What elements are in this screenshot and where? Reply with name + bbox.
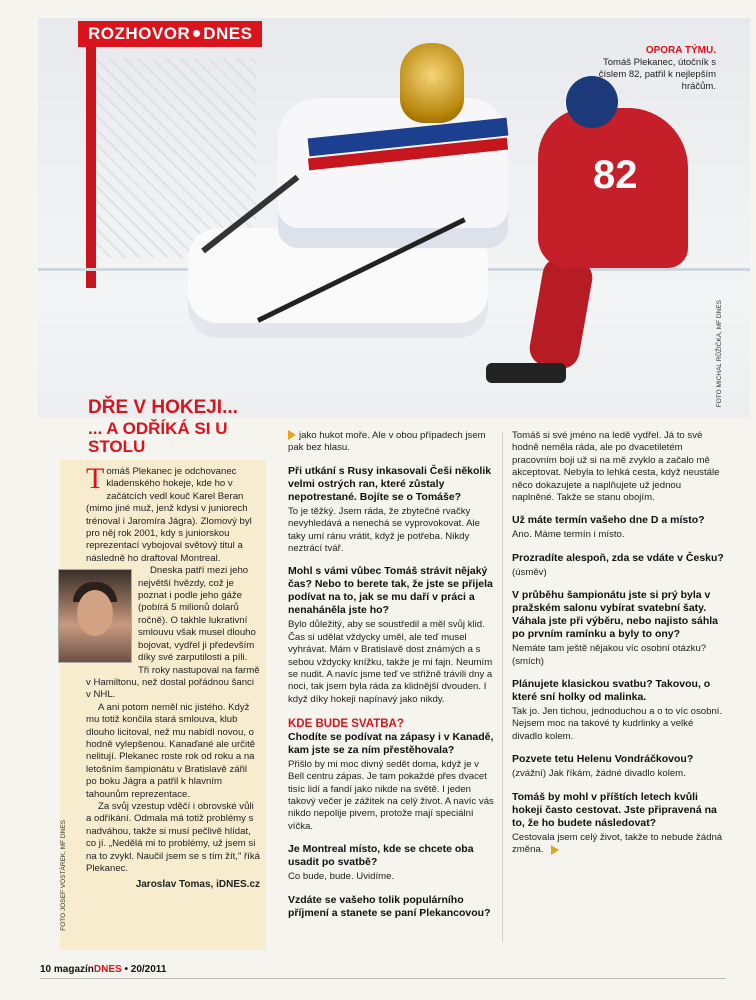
- end-marker-icon: [551, 845, 559, 855]
- answer: Co bude, bude. Uvidíme.: [288, 871, 395, 883]
- question: Chodíte se podívat na zápasy i v Kanadě, kam jste se za ním přestěhovala?: [288, 730, 494, 756]
- player-leg: [527, 254, 595, 371]
- photo-credit: FOTO MICHAL RŮŽIČKA, MF DNES: [716, 300, 723, 408]
- portrait-photo: [58, 569, 132, 663]
- caption-body: Tomáš Plekanec, útočník s číslem 82, patřil k nejlepším hráčům.: [598, 57, 716, 92]
- lead-text: jako hukot moře. Ale v obou případech jsem pak bez hlasu.: [288, 430, 486, 454]
- section-tag: [78, 21, 262, 47]
- paragraph: Tomáš Plekanec je odchovanec kladenského hokeje, kde ho v začátcích vedl kouč Karel Beran (mimo jiné muž, jenž kdysi v juniorech trénoval i Jaromíra Jágra). Zlomový byl pro něj rok 2001, kdy s juniorskou reprezentací vybojoval světový titul a následně ho draftoval Montreal.: [86, 462, 252, 564]
- brand-name: DNES: [93, 964, 122, 975]
- question: Tomáš by mohl v příštích letech kvůli hokeji často cestovat. Jste připravená na to, že ho budete následovat?: [512, 790, 717, 829]
- answer: (úsměv): [512, 566, 547, 578]
- question: Je Montreal místo, kde se chcete oba usadit po svatbě?: [288, 843, 474, 869]
- signature: Jaroslav Tomas, iDNES.cz: [135, 879, 260, 891]
- jersey-number: 82: [593, 153, 638, 197]
- answer: To je těžký. Jsem ráda, že zbytečné rvačky nevyhledává a nenechá se vyprovokovat. Ale taky umí ránu vrátit, když je potřeba. Nikdy neztrácí tvář.: [288, 505, 481, 555]
- question: Už máte termín vašeho dne D a místo?: [512, 514, 705, 527]
- answer: Přišlo by mi moc divný sedět doma, když je v Bell centru zápas. Je tam pokaždé přes dvacet tisíc lidí a fandí jako nikde na světě. I jeden takový večer je zážitek na celý život. A navíc vás nikdo nepolije pivem, protože mají speciální víčka.: [288, 758, 494, 832]
- photo-caption: [576, 45, 716, 93]
- lead-text: Tomáš si své jméno na ledě vydřel. Já to své hodně neměla ráda, ale po dvacetiletém pracovním boji už si na mě zvyklo a začalo mě akceptovat. Nebyla to lehká cesta, když neustále něco dokazujete a naplňujete už jednou naplněné. Takže se stanu obojím.: [512, 430, 720, 504]
- answer: Tak jo. Jen tichou, jednoduchou a o to víc osobní. Nejsem moc na takové ty kudrlinky a velké divadlo kolem.: [512, 706, 723, 742]
- footer-rule: [40, 978, 726, 979]
- answer: Bylo důležitý, aby se soustředil a měl svůj klid. Čas si udělat vždycky uměl, ale teď musel vyhrávat. Mám v Bratislavě dost známých a s sebou vždycky knížku, takže je mi fajn. Neumím se nudit. A navíc jsme teď ve střižně trávili dny a noci, tak jsem byla ráda za klidnější dvouden. I když díky hokeji napínavý jako nikdy.: [288, 619, 493, 705]
- question: V průběhu šampionátu jste si prý byla v pražském salonu vybírat svatební šaty. Váhala jste při výběru, nebo najisto sáhla po prvním ramínku a byly to ony?: [512, 589, 718, 641]
- goalie-mask: [400, 43, 464, 123]
- question: Plánujete klasickou svatbu? Takovou, o které sní holky od malinka.: [512, 678, 711, 704]
- page-number: 10: [40, 964, 52, 975]
- question: Pozvete tetu Helenu Vondráčkovou?: [512, 753, 694, 766]
- goal-post: [86, 28, 96, 288]
- subhead: KDE BUDE SVATBA?: [288, 718, 404, 731]
- answer: (zvážní) Jak říkám, žádné divadlo kolem.: [512, 768, 686, 780]
- player-skate: [486, 363, 566, 383]
- section-tag-right: DNES: [203, 24, 253, 43]
- section-tag-left: ROZHOVOR: [88, 24, 191, 43]
- answer: Ano. Máme termín i místo.: [512, 529, 625, 541]
- magazine-name: magazín: [53, 964, 94, 975]
- answer: Nemáte tam ještě nějakou víc osobní otázku? (smích): [512, 643, 707, 667]
- question: Při utkání s Rusy inkasovali Češi několik velmi ostrých ran, které zůstaly nepotrestané. Bojíte se o Tomáše?: [288, 464, 492, 503]
- issue-number: • 20/2011: [124, 964, 167, 975]
- question: Prozradíte alespoň, zda se vdáte v Česku?: [512, 551, 724, 564]
- paragraph: Za svůj vzestup vděčí i obrovské vůli a odříkání. Odmala má totiž problémy s nadváhou, takže si musí pečlivě hlídat, co jí. „Nedělá mi to problémy, už jsem si na to zvykl. Naučil jsem se s tím žít," říká Plekanec.: [86, 800, 261, 874]
- dot-icon: [193, 30, 200, 37]
- sidebar-box: [60, 460, 266, 950]
- portrait-credit: FOTO JOSEF VOSTÁREK, MF DNES: [60, 820, 67, 931]
- column-divider: [502, 432, 503, 942]
- answer: Cestovala jsem celý život, takže to nebude žádná změna.: [512, 831, 723, 856]
- interview-column-middle: [288, 430, 496, 922]
- caption-head: OPORA TÝMU.: [645, 45, 716, 56]
- paragraph: A ani potom neměl nic jistého. Když mu totiž končila stará smlouva, klub dlouho licitoval, než mu nabídl novou, o hodně vylepšenou. Kanaďané ale určitě nelitují. Plekanec roste rok od roku a na letošním šampionátu v Bratislavě zářil po boku Jágra a patřil k hlavním tahounům reprezentace.: [86, 701, 256, 800]
- headline: DŘE V HOKEJI...: [88, 397, 238, 418]
- paragraph: Dneska patří mezi jeho největší hvězdy, což je poznat i podle jeho gáže (pobírá 5 milionů dolarů ročně). O takhle lukrativní smlouvu však musel dlouho bojovat, vydřel ji především díky své zarputilosti a píli. Tři roky nastupoval na farmě v Hamiltonu, než dostal pořádnou šanci v NHL.: [86, 565, 260, 701]
- interview-column-right: [512, 430, 724, 857]
- continue-marker-icon: [288, 430, 296, 440]
- dropcap: T: [86, 462, 105, 495]
- page-footer: [40, 964, 166, 975]
- question: Vzdáte se vašeho tolik populárního příjmení a stanete se paní Plekancovou?: [288, 893, 491, 919]
- question: Mohl s vámi vůbec Tomáš strávit nějaký čas? Nebo to berete tak, že jste se přijela podívat na to, jak se mu daří v práci a nenaháněla jste ho?: [288, 565, 493, 617]
- sub-headline: ... A ODŘÍKÁ SI U STOLU: [88, 419, 228, 456]
